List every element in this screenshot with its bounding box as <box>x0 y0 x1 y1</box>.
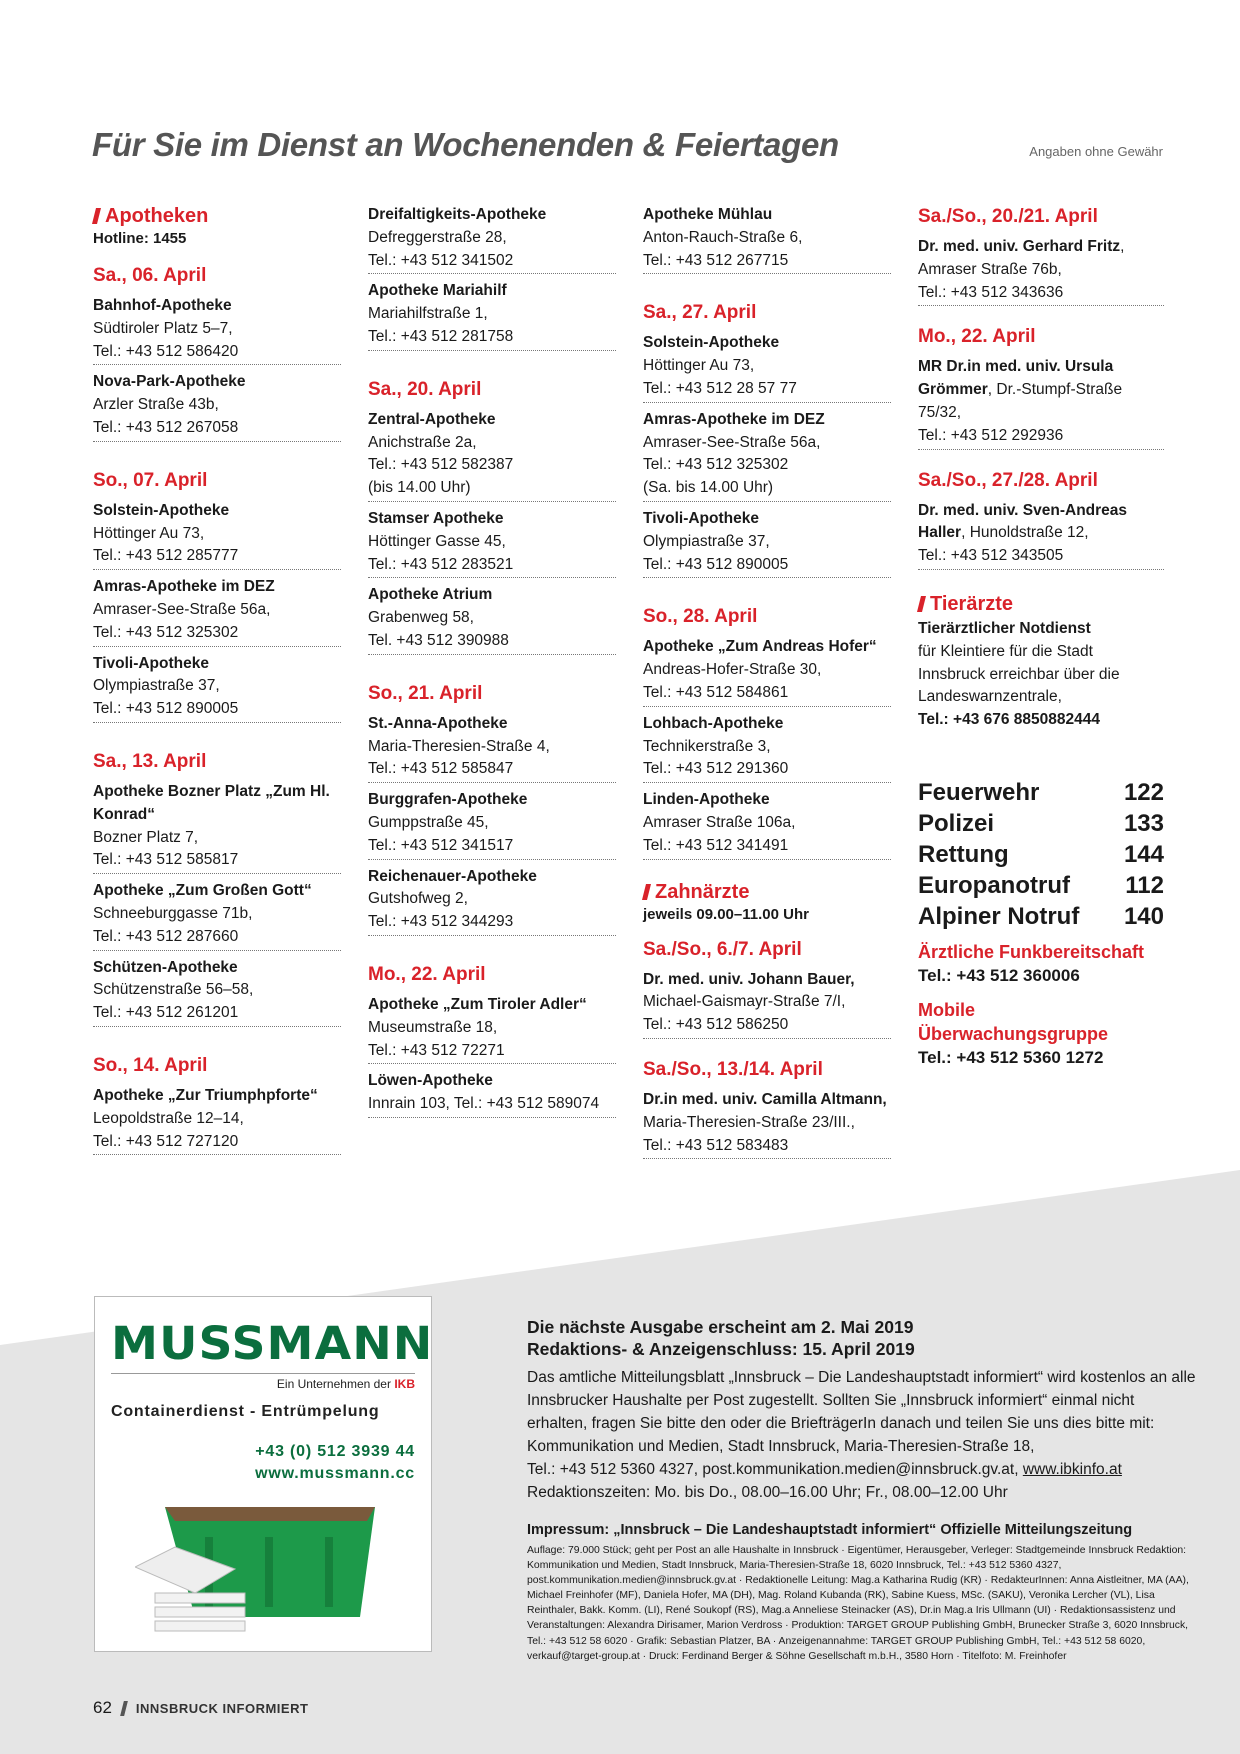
pharmacy-detail: Tel.: +43 512 285777 <box>93 547 239 565</box>
pharmacy-entry <box>643 636 891 706</box>
pharmacy-list <box>643 204 891 860</box>
emergency-number: 122 <box>1123 778 1164 806</box>
pharmacy-detail: Tel.: +43 512 890005 <box>643 555 789 573</box>
pharmacy-list <box>368 204 616 1118</box>
pharmacy-name: Lohbach-Apotheke <box>643 714 784 732</box>
pharmacy-detail: Höttinger Au 73, <box>643 357 755 375</box>
pharmacy-entry <box>368 789 616 859</box>
pharmacy-name: Reichenauer-Apotheke <box>368 867 537 885</box>
pharmacy-entry <box>368 409 616 502</box>
pharmacy-detail: Tel.: +43 512 72271 <box>368 1041 505 1059</box>
emergency-row <box>918 870 1164 901</box>
date-heading: So., 28. April <box>643 606 758 628</box>
pharmacy-detail: Grabenweg 58, <box>368 609 474 627</box>
page-number: 62 <box>93 1698 112 1717</box>
pharmacy-detail: Tel.: +43 512 267058 <box>93 418 239 436</box>
emergency-label: Polizei <box>918 809 995 837</box>
dentist-detail: Tel.: +43 512 586250 <box>643 1016 789 1034</box>
pharmacy-detail: Anichstraße 2a, <box>368 433 477 451</box>
slash-mark <box>120 1701 128 1716</box>
dentist-list <box>643 937 891 1160</box>
pharmacy-name: Stamser Apotheke <box>368 509 504 527</box>
pharmacy-name: Solstein-Apotheke <box>93 501 230 519</box>
pharmacy-detail: Tel.: +43 512 28 57 77 <box>643 379 797 397</box>
date-heading: Sa., 20. April <box>368 378 482 400</box>
emergency-number: 140 <box>1123 902 1164 930</box>
ad-subline <box>111 1373 415 1391</box>
pharmacy-detail: Defreggerstraße 28, <box>368 228 507 246</box>
ikb-logo: IKB <box>394 1377 415 1391</box>
column-3 <box>643 204 891 1165</box>
column-2 <box>368 204 616 1124</box>
pharmacy-detail: Höttinger Gasse 45, <box>368 532 506 550</box>
pharmacy-entry <box>643 713 891 783</box>
pharmacy-name: Burggrafen-Apotheke <box>368 791 528 809</box>
pharmacy-detail: Tel.: +43 512 586420 <box>93 342 239 360</box>
date-heading: Sa., 27. April <box>643 302 757 324</box>
pharmacy-entry <box>643 789 891 859</box>
pharmacy-detail: Höttinger Au 73, <box>93 524 205 542</box>
ad-website[interactable]: www.mussmann.cc <box>255 1465 415 1482</box>
pharmacy-entry <box>93 880 341 950</box>
pharmacy-detail: Tel.: +43 512 341502 <box>368 251 514 269</box>
ad-phone: +43 (0) 512 3939 44 <box>255 1443 415 1460</box>
section-heading-tieraerzte: Tierärzte <box>918 592 1164 616</box>
pharmacy-detail: Amraser Straße 106a, <box>643 813 796 831</box>
disclaimer: Angaben ohne Gewähr <box>1029 144 1163 159</box>
pharmacy-detail: Amraser-See-Straße 56a, <box>643 433 821 451</box>
date-heading: Sa./So., 6./7. April <box>643 938 802 960</box>
pharmacy-detail: Mariahilfstraße 1, <box>368 305 488 323</box>
vet-text: für Kleintiere für die Stadt Innsbruck erreichbar über die Landeswarnzentrale, <box>918 642 1120 706</box>
dentist-name: Dr.in med. univ. Camilla Altmann, <box>643 1090 887 1108</box>
next-issue-heading: Die nächste Ausgabe erscheint am 2. Mai 2019 <box>527 1317 914 1337</box>
impressum-text: Auflage: 79.000 Stück; geht per Post an alle Haushalte in Innsbruck · Eigentümer, Herausgeber, Verleger: Stadtgemeinde Innsbruck Redaktion: Kommunikation und Medien, Stadt Innsbruck, Maria-Theresien-Straße 18, 6020 Innsbruck, Tel.: +43 512 5360 4327, post.kommunikation.medien@innsbruck.gv.at · Redaktionelle Leitung: Mag.a Katharina Rudig (KR) · RedakteurInnen: Anna Aistleitner, MA (AA), Michael Freinhofer (MF), Daniela Hofer, MA (DH), Mag. Roland Kubanda (RK), Sabine Kuess, MSc. (SAKU), Veronika Lercher (VL), Lisa Reinthaler, Bakk. Komm. (LI), René Soukopf (RS), Mag.a Anneliese Steinacker (AS), Dr.in Mag.a Iris Ullmann (UI) · Redaktionsassistenz und Veranstaltungen: Alexandra Dirisamer, Marion Verdross · Produktion: TARGET GROUP Publishing GmbH, Brunecker Straße 3, 6020 Innsbruck, Tel.: +43 512 58 6020 · Grafik: Sebastian Platzer, BA · Anzeigenannahme: TARGET GROUP Publishing GmbH, Tel.: +43 512 58 6020, verkauf@target-group.at · Druck: Ferdinand Berger & Söhne Gesellschaft m.b.H., 3580 Horn · Titelfoto: M. Freinhofer <box>527 1545 1189 1662</box>
pharmacy-detail: Tel.: +43 512 291360 <box>643 760 789 778</box>
pharmacy-name: Tivoli-Apotheke <box>643 509 759 527</box>
pharmacy-detail: Bozner Platz 7, <box>93 828 199 846</box>
dentist-address: , Dr.-Stumpf-Straße 75/32, <box>918 381 1123 421</box>
pharmacy-name: Zentral-Apotheke <box>368 410 496 428</box>
ad-service: Containerdienst - Entrümpelung <box>111 1403 380 1420</box>
dentist-name: Dr. med. univ. Gerhard Fritz <box>918 238 1121 255</box>
ad-sub-text: Ein Unternehmen der <box>276 1377 391 1391</box>
dentist-name: Dr. med. univ. Sven-Andreas Haller <box>918 501 1128 542</box>
pharmacy-detail: Tel.: +43 512 287660 <box>93 927 239 945</box>
pharmacy-entry <box>93 371 341 441</box>
pharmacy-entry <box>368 994 616 1064</box>
dentist-line <box>918 500 1164 546</box>
pharmacy-detail: Tel.: +43 512 585817 <box>93 851 239 869</box>
emergency-number: 133 <box>1123 809 1164 837</box>
publication-name: INNSBRUCK INFORMIERT <box>135 1700 309 1716</box>
pharmacy-detail: (bis 14.00 Uhr) <box>368 479 471 497</box>
pharmacy-detail: (Sa. bis 14.00 Uhr) <box>643 479 774 497</box>
container-illustration <box>135 1497 391 1637</box>
pharmacy-entry <box>368 713 616 783</box>
pharmacy-name: Tivoli-Apotheke <box>93 654 209 672</box>
pharmacy-name: Solstein-Apotheke <box>643 334 780 352</box>
dentist-name: Dr. med. univ. Johann Bauer, <box>643 970 855 988</box>
pharmacy-name: Amras-Apotheke im DEZ <box>643 410 825 428</box>
emergency-label: Alpiner Notruf <box>918 902 1080 930</box>
pharmacy-name: Apotheke „Zum Andreas Hofer“ <box>643 638 877 656</box>
pharmacy-detail: Tel.: +43 512 261201 <box>93 1004 239 1022</box>
pharmacy-list <box>93 263 341 1155</box>
pharmacy-detail: Technikerstraße 3, <box>643 737 771 755</box>
hotline: Hotline: 1455 <box>93 230 187 247</box>
pharmacy-detail: Tel.: +43 512 727120 <box>93 1132 239 1150</box>
dentist-line <box>918 356 1164 424</box>
pharmacy-entry <box>643 409 891 502</box>
pharmacy-name: Löwen-Apotheke <box>368 1072 493 1090</box>
pharmacy-detail: Tel.: +43 512 584861 <box>643 683 789 701</box>
pharmacy-entry <box>368 1070 616 1118</box>
pharmacy-entry <box>93 1085 341 1155</box>
emergency-numbers <box>918 777 1164 932</box>
pharmacy-entry <box>368 866 616 936</box>
pharmacy-detail: Tel.: +43 512 325302 <box>93 623 239 641</box>
column-1 <box>93 204 341 1161</box>
dentist-detail: Michael-Gaismayr-Straße 7/I, <box>643 993 846 1011</box>
dentist-list-continued <box>918 204 1164 570</box>
pharmacy-name: Apotheke Bozner Platz „Zum Hl. Konrad“ <box>93 782 330 823</box>
emergency-label: Feuerwehr <box>918 778 1040 806</box>
dentist-entry <box>643 969 891 1039</box>
pharmacy-name: Amras-Apotheke im DEZ <box>93 578 275 596</box>
pharmacy-name: St.-Anna-Apotheke <box>368 714 508 732</box>
pharmacy-detail: Olympiastraße 37, <box>93 677 220 695</box>
pharmacy-entry <box>643 204 891 274</box>
pharmacy-entry <box>368 280 616 350</box>
info-body <box>527 1366 1197 1504</box>
vet-entry <box>918 618 1164 733</box>
emergency-number: 144 <box>1123 840 1164 868</box>
vet-title: Tierärztlicher Notdienst <box>918 619 1091 637</box>
dentist-name: MR Dr.in med. univ. Ursula Grömmer <box>918 358 1114 399</box>
info-text: Das amtliche Mitteilungsblatt „Innsbruck – Die Landeshauptstadt informiert“ wird kostenlos an alle Innsbrucker Haushalte per Post zugestellt. Sollten Sie „Innsbruck informiert“ einmal nicht erhalten, fragen Sie bitte den oder die BriefträgerIn danach und teilen Sie uns dies bitte mit: Kommunikation und Medien, Stadt Innsbruck, Maria-Theresien-Straße 18, <box>527 1369 1196 1455</box>
pharmacy-detail: Innrain 103, Tel.: +43 512 589074 <box>368 1095 600 1113</box>
pharmacy-name: Apotheke Atrium <box>368 586 493 604</box>
pharmacy-name: Nova-Park-Apotheke <box>93 373 246 391</box>
dentist-entry <box>643 1089 891 1159</box>
funk-tel: Tel.: +43 512 360006 <box>918 965 1080 985</box>
pharmacy-name: Apotheke Mariahilf <box>368 282 507 300</box>
emergency-row <box>918 839 1164 870</box>
pharmacy-detail: Tel.: +43 512 283521 <box>368 555 514 573</box>
mussmann-ad[interactable] <box>94 1296 432 1652</box>
pharmacy-entry <box>93 781 341 874</box>
vet-tel: Tel.: +43 676 8850882444 <box>918 711 1100 729</box>
section-heading-zahnaerzte: Zahnärzte <box>643 880 891 904</box>
emergency-number: 112 <box>1125 871 1164 899</box>
impressum-title: Impressum: „Innsbruck – Die Landeshauptstadt informiert“ Offizielle Mitteilungszeitung <box>527 1522 1133 1538</box>
section-heading-apotheken: Apotheken <box>93 204 341 228</box>
pharmacy-name: Schützen-Apotheke <box>93 958 238 976</box>
zahnaerzte-hours: jeweils 09.00–11.00 Uhr <box>643 905 809 923</box>
pharmacy-entry <box>368 584 616 654</box>
pharmacy-detail: Tel.: +43 512 344293 <box>368 913 514 931</box>
date-heading: Sa., 06. April <box>93 265 207 286</box>
page-footer <box>93 1698 308 1718</box>
pharmacy-entry <box>643 508 891 578</box>
date-heading: Mo., 22. April <box>368 963 486 985</box>
pharmacy-name: Apotheke Mühlau <box>643 206 773 223</box>
pharmacy-detail: Schneeburggasse 71b, <box>93 904 253 922</box>
pharmacy-entry <box>93 295 341 365</box>
date-heading: Sa./So., 13./14. April <box>643 1058 823 1080</box>
pharmacy-entry <box>368 508 616 578</box>
pharmacy-entry <box>643 332 891 402</box>
dentist-line <box>918 236 1164 282</box>
date-heading: So., 07. April <box>93 469 208 491</box>
date-heading: Sa./So., 20./21. April <box>918 206 1098 227</box>
dentist-address: , Hunoldstraße 12, <box>961 524 1089 542</box>
date-heading: So., 21. April <box>368 682 483 704</box>
pharmacy-detail: Amraser-See-Straße 56a, <box>93 600 271 618</box>
date-heading: Mo., 22. April <box>918 326 1036 348</box>
pharmacy-detail: Leopoldstraße 12–14, <box>93 1109 244 1127</box>
pharmacy-detail: Arzler Straße 43b, <box>93 396 219 414</box>
pharmacy-detail: Anton-Rauch-Straße 6, <box>643 228 803 246</box>
pharmacy-entry <box>93 576 341 646</box>
pharmacy-name: Bahnhof-Apotheke <box>93 297 232 314</box>
date-heading: Sa./So., 27./28. April <box>918 469 1098 491</box>
pharmacy-detail: Gumppstraße 45, <box>368 813 489 831</box>
pharmacy-detail: Tel.: +43 512 582387 <box>368 456 514 474</box>
dentist-detail: Tel.: +43 512 292936 <box>918 426 1064 444</box>
pharmacy-entry <box>368 204 616 274</box>
pharmacy-detail: Tel.: +43 512 325302 <box>643 456 789 474</box>
pharmacy-detail: Tel.: +43 512 281758 <box>368 327 514 345</box>
emergency-label: Europanotruf <box>918 871 1070 899</box>
dentist-address: , Amraser Straße 76b, <box>918 238 1125 278</box>
pharmacy-name: Linden-Apotheke <box>643 791 770 809</box>
pharmacy-detail: Tel. +43 512 390988 <box>368 631 509 649</box>
pharmacy-name: Apotheke „Zur Triumphpforte“ <box>93 1086 318 1104</box>
pharmacy-detail: Olympiastraße 37, <box>643 532 770 550</box>
emergency-label: Rettung <box>918 840 1009 868</box>
dentist-detail: Tel.: +43 512 343505 <box>918 547 1064 565</box>
pharmacy-detail: Tel.: +43 512 267715 <box>643 251 789 269</box>
page-title: Für Sie im Dienst an Wochenenden & Feiertagen <box>92 126 839 163</box>
mobile-tel: Tel.: +43 512 5360 1272 <box>918 1047 1104 1067</box>
date-heading: Sa., 13. April <box>93 750 207 772</box>
dentist-entry <box>918 500 1164 570</box>
pharmacy-name: Apotheke „Zum Tiroler Adler“ <box>368 995 587 1013</box>
pharmacy-name: Dreifaltigkeits-Apotheke <box>368 206 547 223</box>
pharmacy-detail: Tel.: +43 512 585847 <box>368 760 514 778</box>
pharmacy-detail: Tel.: +43 512 890005 <box>93 700 239 718</box>
mussmann-logo: MUSSMANN <box>111 1317 434 1370</box>
office-hours: Redaktionszeiten: Mo. bis Do., 08.00–16.00 Uhr; Fr., 08.00–12.00 Uhr <box>527 1484 1008 1501</box>
pharmacy-entry <box>93 653 341 723</box>
dentist-entry <box>918 236 1164 306</box>
publication-info <box>527 1316 1197 1664</box>
ibkinfo-link[interactable]: www.ibkinfo.at <box>1022 1461 1122 1478</box>
pharmacy-detail: Schützenstraße 56–58, <box>93 981 254 999</box>
pharmacy-detail: Tel.: +43 512 341517 <box>368 836 514 854</box>
date-heading: So., 14. April <box>93 1054 208 1076</box>
pharmacy-detail: Tel.: +43 512 341491 <box>643 836 789 854</box>
mobile-heading: Mobile Überwachungsgruppe <box>918 999 1109 1044</box>
pharmacy-detail: Andreas-Hofer-Straße 30, <box>643 661 822 679</box>
pharmacy-detail: Museumstraße 18, <box>368 1018 498 1036</box>
pharmacy-entry <box>93 500 341 570</box>
pharmacy-entry <box>93 957 341 1027</box>
dentist-detail: Tel.: +43 512 343636 <box>918 283 1064 301</box>
dentist-detail: Tel.: +43 512 583483 <box>643 1136 789 1154</box>
emergency-row <box>918 808 1164 839</box>
dentist-detail: Maria-Theresien-Straße 23/III., <box>643 1113 855 1131</box>
emergency-row <box>918 901 1164 932</box>
info-contact: Tel.: +43 512 5360 4327, post.kommunikation.medien@innsbruck.gv.at, <box>527 1461 1019 1478</box>
dentist-entry <box>918 356 1164 449</box>
deadline-heading: Redaktions- & Anzeigenschluss: 15. April 2019 <box>527 1339 915 1359</box>
pharmacy-name: Apotheke „Zum Großen Gott“ <box>93 882 312 900</box>
column-4 <box>918 204 1164 1070</box>
pharmacy-detail: Maria-Theresien-Straße 4, <box>368 737 550 755</box>
funk-heading: Ärztliche Funkbereitschaft <box>918 941 1145 962</box>
pharmacy-detail: Gutshofweg 2, <box>368 890 468 908</box>
pharmacy-detail: Südtiroler Platz 5–7, <box>93 319 233 337</box>
emergency-row <box>918 777 1164 808</box>
